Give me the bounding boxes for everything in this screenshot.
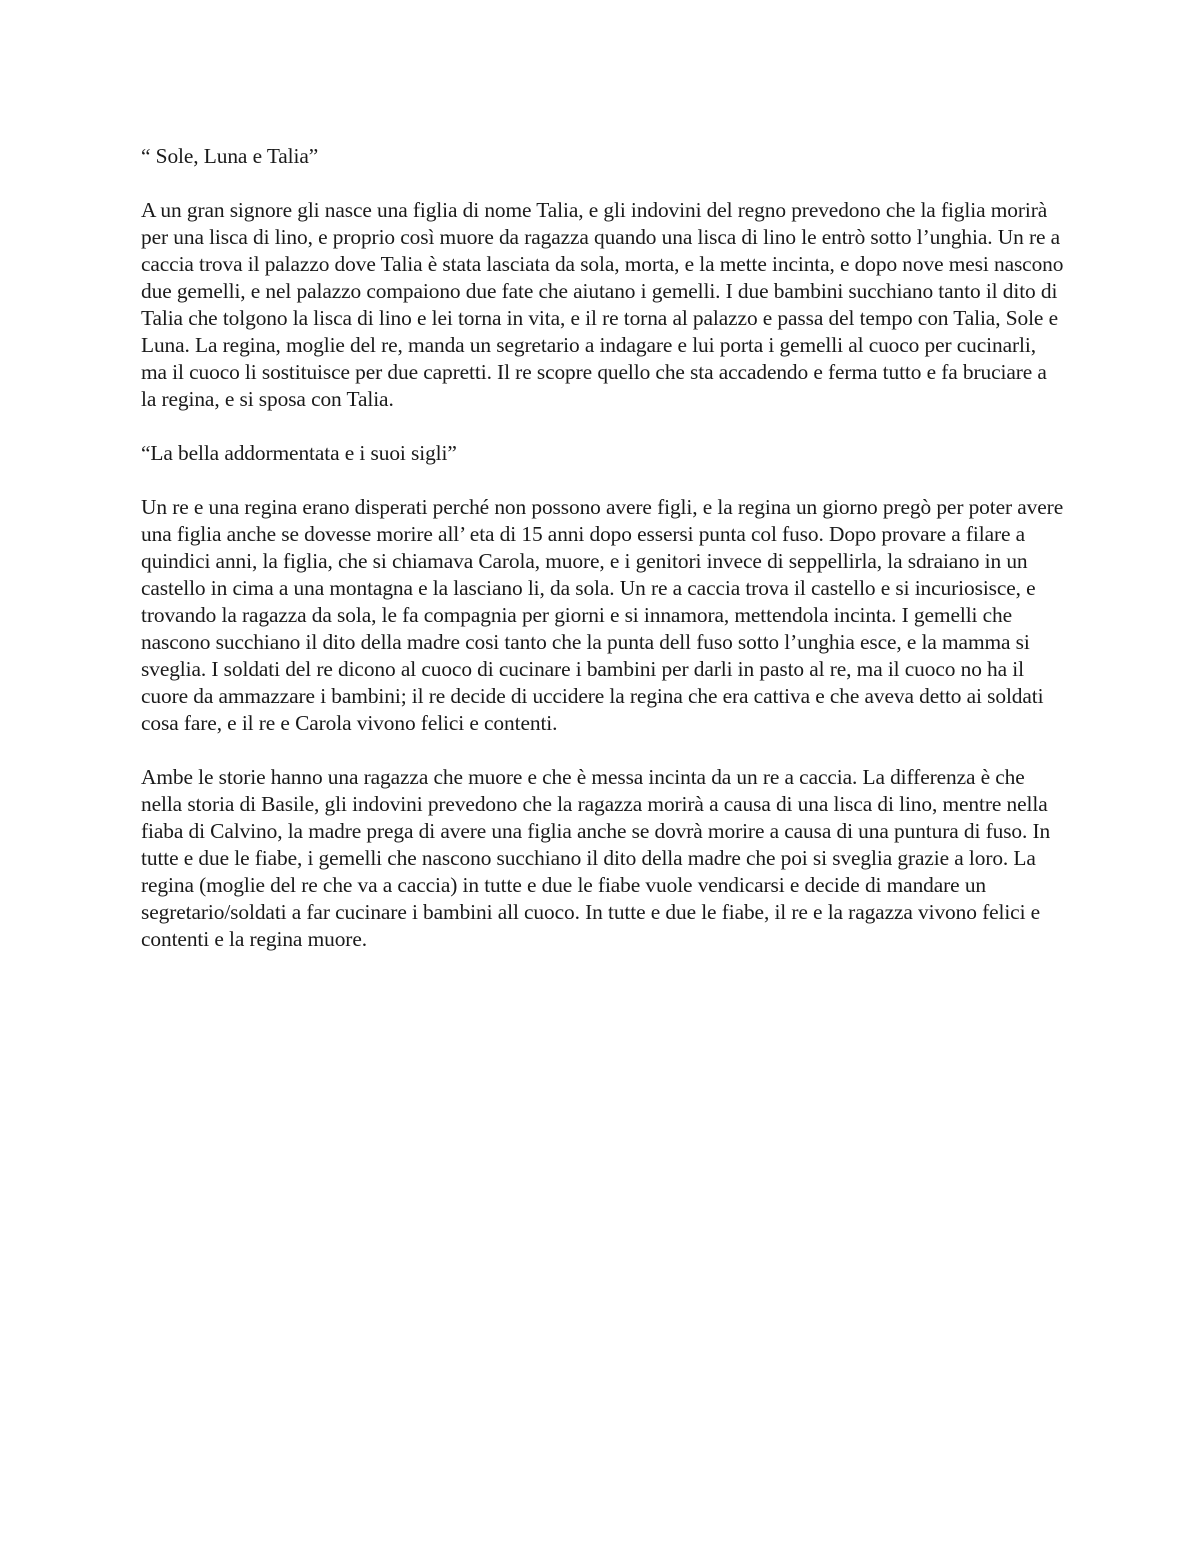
story-title-sole-luna-talia: “ Sole, Luna e Talia” bbox=[141, 144, 319, 168]
document-body bbox=[141, 143, 1066, 980]
paragraph-comparison: Ambe le storie hanno una ragazza che muore e che è messa incinta da un re a caccia. La differenza è che nella storia di Basile, gli indovini prevedono che la ragazza morirà a causa di una lisca di lino, mentre nella fiaba di Calvino, la madre prega di avere una figlia anche se dovrà morire a causa di una puntura di fuso. In tutte e due le fiabe, i gemelli che nascono succhiano il dito della madre che poi si sveglia grazie a loro. La regina (moglie del re che va a caccia) in tutte e due le fiabe vuole vendicarsi e decide di mandare un segretario/soldati a far cucinare i bambini all cuoco. In tutte e due le fiabe, il re e la ragazza vivono felici e contenti e la regina muore. bbox=[141, 765, 1051, 951]
paragraph-summary-calvino: Un re e una regina erano disperati perché non possono avere figli, e la regina un giorno pregò per poter avere una figlia anche se dovesse morire all’ eta di 15 anni dopo essersi punta col fuso. Dopo provare a filare a quindici anni, la figlia, che si chiamava Carola, muore, e i genitori invece di seppellirla, la sdraiano in un castello in cima a una montagna e la lasciano li, da sola. Un re a caccia trova il castello e si incuriosisce, e trovando la ragazza da sola, le fa compagnia per giorni e si innamora, mettendola incinta. I gemelli che nascono succhiano il dito della madre cosi tanto che la punta dell fuso sotto l’unghia esce, e la mamma si sveglia. I soldati del re dicono al cuoco di cucinare i bambini per darli in pasto al re, ma il cuoco no ha il cuore da ammazzare i bambini; il re decide di uccidere la regina che era cattiva e che aveva detto ai soldati cosa fare, e il re e Carola vivono felici e contenti. bbox=[141, 495, 1064, 735]
story-title-bella-addormentata: “La bella addormentata e i suoi sigli” bbox=[141, 441, 457, 465]
paragraph-summary-basile: A un gran signore gli nasce una figlia di nome Talia, e gli indovini del regno prevedono che la figlia morirà per una lisca di lino, e proprio così muore da ragazza quando una lisca di lino le entrò sotto l’unghia. Un re a caccia trova il palazzo dove Talia è stata lasciata da sola, morta, e la mette incinta, e dopo nove mesi nascono due gemelli, e nel palazzo compaiono due fate che aiutano i gemelli. I due bambini succhiano tanto il dito di Talia che tolgono la lisca di lino e lei torna in vita, e il re torna al palazzo e passa del tempo con Talia, Sole e Luna. La regina, moglie del re, manda un segretario a indagare e lui porta i gemelli al cuoco per cucinarli, ma il cuoco li sostituisce per due capretti. Il re scopre quello che sta accadendo e ferma tutto e fa bruciare a la regina, e si sposa con Talia. bbox=[141, 198, 1064, 411]
